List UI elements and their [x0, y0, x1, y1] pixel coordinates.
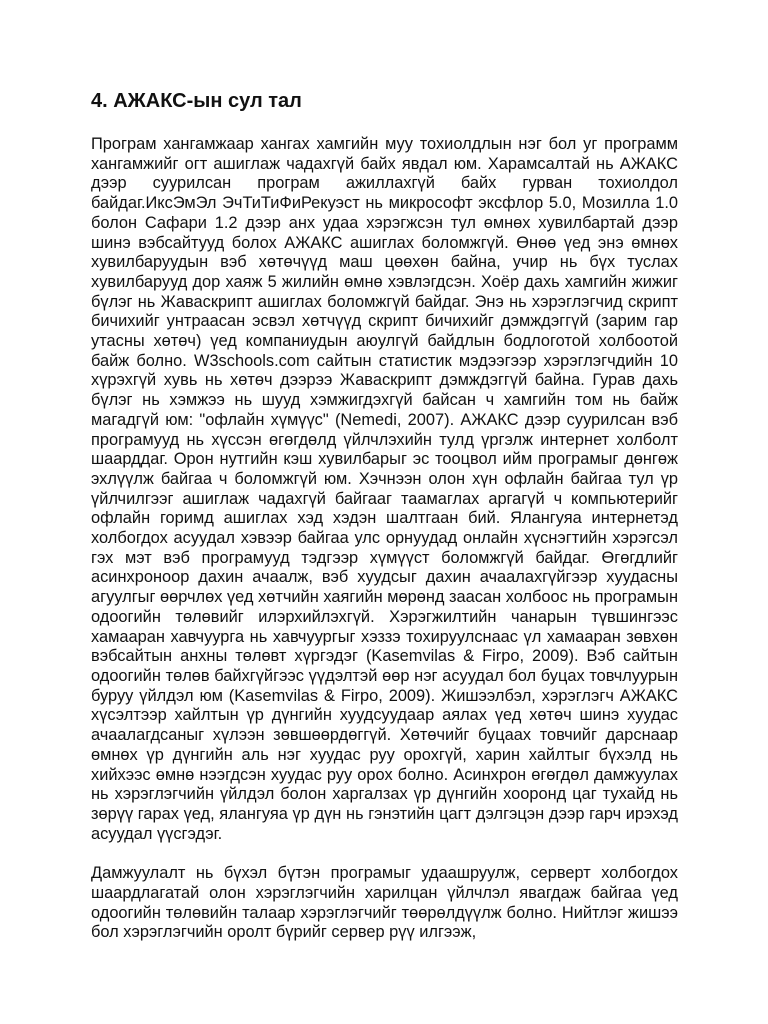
section-heading: 4. АЖАКС-ын сул тал — [91, 90, 302, 112]
document-content — [91, 88, 678, 943]
body-paragraph-2: Дамжуулалт нь бүхэл бүтэн програмыг удаашруулж, серверт холбогдох шаардлагатай олон хэрэглэгчийн харилцан үйлчлэл явагдаж байгаа үед одоогийн төлөвийн талаар хэрэглэгчийг төөрөлдүүлж болно. Нийтлэг жишээ бол хэрэглэгчийн оролт бүрийг сервер рүү илгээж, — [91, 864, 678, 942]
body-paragraph-1: Програм хангамжаар хангах хамгийн муу тохиолдлын нэг бол уг программ хангамжийг огт ашиглаж чадахгүй байх явдал юм. Харамсалтай нь АЖАКС дээр суурилсан програм ажиллахгүй байх гурван тохиолдол байдаг.ИксЭмЭл ЭчТиТиФиРекуэст нь микрософт эксфлор 5.0, Мозилла 1.0 болон Сафари 1.2 дээр анх удаа хэрэгжсэн тул өмнөх хувилбартай дээр шинэ вэбсайтууд болох АЖАКС ашиглах боломжгүй. Өнөө үед энэ өмнөх хувилбаруудын вэб хөтөчүүд маш цөөхөн байна, учир нь бүх туслах хувилбарууд дор хаяж 5 жилийн өмнө хэвлэгдсэн. Хоёр дахь хамгийн жижиг бүлэг нь Жаваскрипт ашиглах боломжгүй байдаг. Энэ нь хэрэглэгчид скрипт бичихийг унтраасан эсвэл хөтчүүд скрипт бичихийг дэмждэггүй (зарим гар утасны хөтөч) үед компаниудын аюулгүй байдлын бодлоготой холбоотой байж болно. W3schools.com сайтын статистик мэдээгээр хэрэглэгчдийн 10 хүрэхгүй хувь нь хөтөч дээрээ Жаваскрипт дэмждэггүй байна. Гурав дахь бүлэг нь хэмжээ нь шууд хэмжигдэхгүй байсан ч хамгийн том нь байж магадгүй юм: "офлайн хүмүүс" (Nemedi, 2007). АЖАКС дээр суурилсан вэб програмууд нь хүссэн өгөгдөлд үйлчлэхийн тулд үргэлж интернет холболт шаарддаг. Орон нутгийн кэш хувилбарыг эс тооцвол ийм програмыг дөнгөж эхлүүлж байгаа ч боломжгүй юм. Хэчнээн олон хүн офлайн байгаа тул үр үйлчилгээг ашиглаж чадахгүй байгааг таамаглах аргагүй ч компьютерийг офлайн горимд ашиглах хэд хэдэн шалтгаан бий. Ялангуяа интернетэд холбогдох асуудал хэвээр байгаа улс орнуудад онлайн хүснэгтийн хэрэгсэл гэх мэт вэб програмууд тэдгээр хүмүүст боломжгүй байдаг. Өгөгдлийг асинхроноор дахин ачаалж, вэб хуудсыг дахин ачаалахгүйгээр хуудасны агуулгыг өөрчлөх үед хөтчийн хаягийн мөрөнд заасан холбоос нь програмын одоогийн төлөвийг илэрхийлэхгүй. Хэрэгжилтийн чанарын түвшингээс хамааран хавчуурга нь хавчуургыг хэззэ тохируулснаас үл хамааран зөвхөн вэбсайтын анхны төлөвт хүргэдэг (Kasemvilas & Firpo, 2009). Вэб сайтын одоогийн төлөв байхгүйгээс үүдэлтэй өөр нэг асуудал бол буцах товчлуурын буруу үйлдэл юм (Kasemvilas & Firpo, 2009). Жишээлбэл, хэрэглэгч АЖАКС хүсэлтээр хайлтын үр дүнгийн хуудсуудаар аялах үед хөтөч шинэ хуудас ачаалагдсаныг хүлээн зөвшөөрдөггүй. Хөтөчийг буцаах товчийг дарснаар өмнөх үр дүнгийн аль нэг хуудас руу орохгүй, харин хайлтыг бүхэлд нь хийхээс өмнө нээгдсэн хуудас руу орох болно. Асинхрон өгөгдөл дамжуулах нь хэрэглэгчийн үйлдэл болон харгалзах үр дүнгийн хооронд цаг тухайд нь зөрүү гарах үед, ялангуяа үр дүн нь гэнэтийн цагт дэлгэцэн дээр гарч ирэхэд асуудал үүсгэдэг. — [91, 135, 678, 843]
